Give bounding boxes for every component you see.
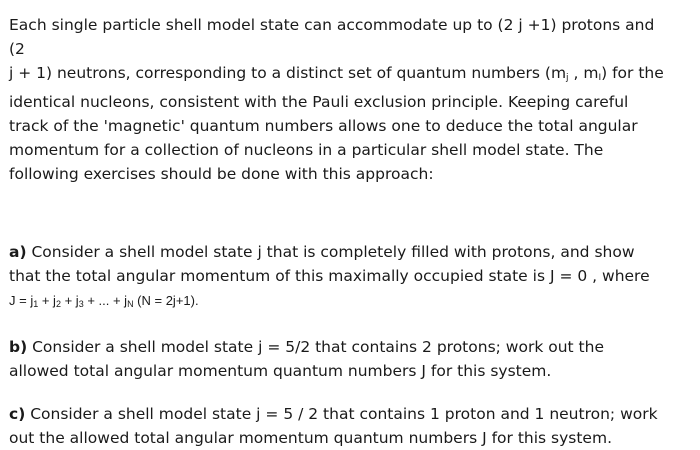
intro-line-2: j + 1) neutrons, corresponding to a distinct set of quantum numbers ($m_j$ , $m_I$) for the [9, 64, 664, 83]
intro-line-5: momentum for a collection of nucleons in a particular shell model state. The [9, 141, 604, 159]
problem-document [9, 13, 669, 450]
intro-line-3: identical nucleons, consistent with the Pauli exclusion principle. Keeping careful [9, 93, 629, 111]
question-a-label: a) [9, 243, 27, 261]
intro-paragraph [9, 13, 669, 186]
question-c-line-1: Consider a shell model state j = 5 / 2 that contains 1 proton and 1 neutron; work [25, 405, 658, 423]
intro-line-4: track of the 'magnetic' quantum numbers allows one to deduce the total angular [9, 117, 638, 135]
question-c-line-2: out the allowed total angular momentum quantum numbers J for this system. [9, 429, 612, 447]
question-b-line-1: Consider a shell model state j = 5/2 that contains 2 protons; work out the [27, 338, 604, 356]
intro-line-1: Each single particle shell model state can accommodate up to (2 j +1) protons and (2 [9, 16, 655, 58]
question-a-line-2: that the total angular momentum of this maximally occupied state is J = 0 , where [9, 267, 650, 285]
question-a-equation: $J = j_1 + j_2 + j_3$ + ... + $j_N$ (N = 2j+1). [9, 293, 199, 309]
question-a [9, 240, 669, 316]
question-b-line-2: allowed total angular momentum quantum numbers J for this system. [9, 362, 552, 380]
question-b-label: b) [9, 338, 28, 356]
intro-line-6: following exercises should be done with this approach: [9, 165, 434, 183]
question-b [9, 335, 669, 383]
question-c [9, 402, 669, 450]
question-c-label: c) [9, 405, 26, 423]
question-a-line-1: Consider a shell model state j that is completely filled with protons, and show [26, 243, 635, 261]
